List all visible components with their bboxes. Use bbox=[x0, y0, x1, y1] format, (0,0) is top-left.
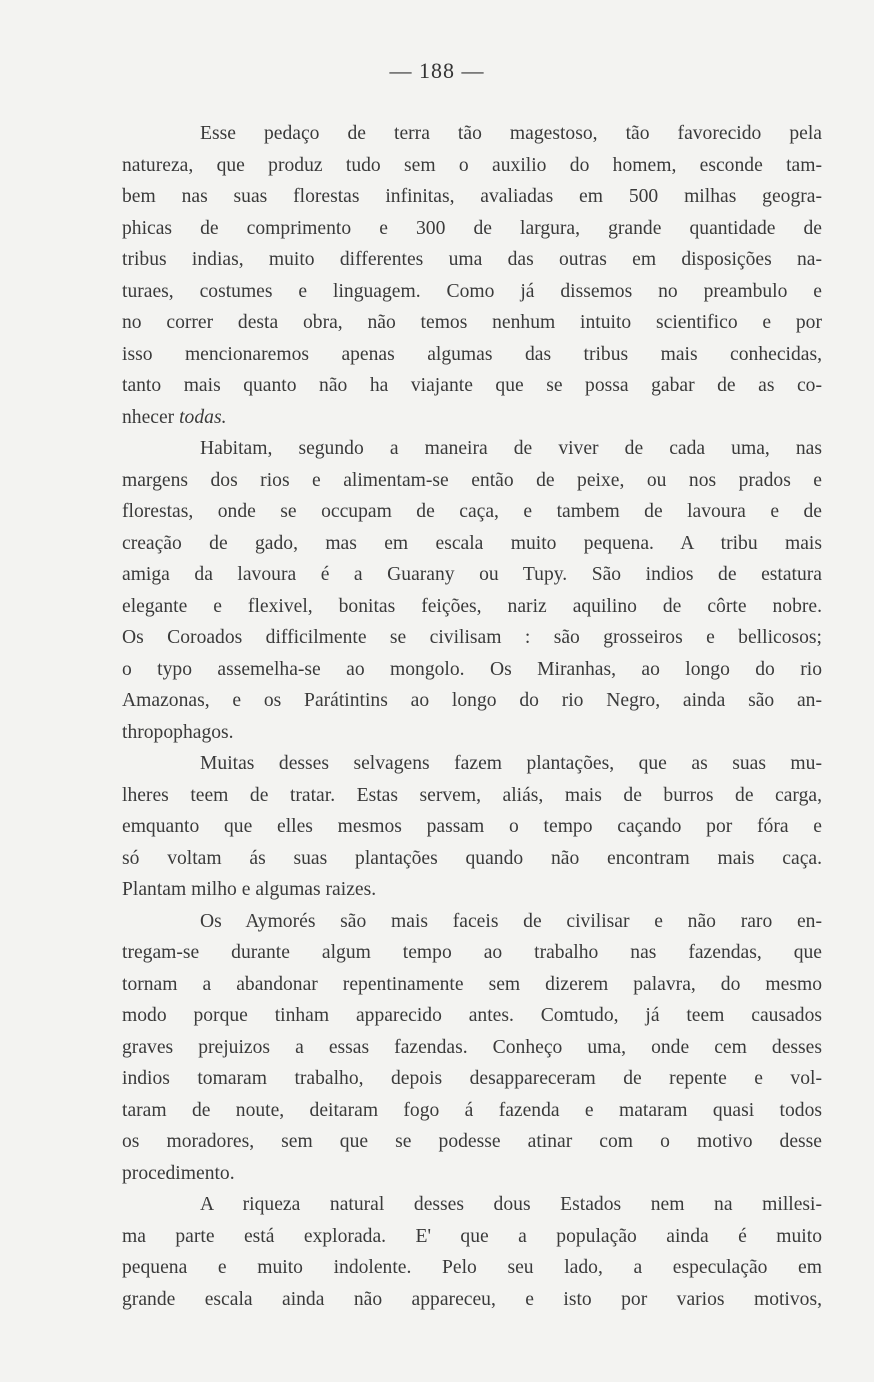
text-line: florestas, onde se occupam de caça, e tambem de lavoura e de bbox=[122, 501, 822, 522]
text-line: Os Aymorés são mais faceis de civilisar e não raro en- bbox=[200, 910, 822, 932]
text-line: só voltam ás suas plantações quando não encontram mais caça. bbox=[122, 847, 822, 869]
text-line: ma parte está explorada. E' que a população ainda é muito bbox=[122, 1225, 822, 1247]
text-line: nhecer todas. bbox=[122, 406, 227, 428]
text-line: Muitas desses selvagens fazem plantações, que as suas mu- bbox=[200, 753, 822, 774]
text-line: natureza, que produz tudo sem o auxilio do homem, esconde tam- bbox=[122, 154, 822, 176]
text-line: grande escala ainda não appareceu, e isto por varios motivos, bbox=[122, 1288, 822, 1310]
text-line: tornam a abandonar repentinamente sem dizerem palavra, do mesmo bbox=[122, 973, 822, 995]
text-line: pequena e muito indolente. Pelo seu lado, a especulação em bbox=[122, 1257, 822, 1278]
text-line: modo porque tinham apparecido antes. Comtudo, já teem causados bbox=[122, 1005, 822, 1026]
text-line: turaes, costumes e linguagem. Como já dissemos no preambulo e bbox=[122, 280, 822, 302]
text-line: Os Coroados difficilmente se civilisam : são grosseiros e bellicosos; bbox=[122, 627, 822, 648]
text-line: tregam-se durante algum tempo ao trabalho nas fazendas, que bbox=[122, 942, 822, 963]
text-line: o typo assemelha-se ao mongolo. Os Miranhas, ao longo do rio bbox=[122, 658, 822, 680]
text-line: taram de noute, deitaram fogo á fazenda e mataram quasi todos bbox=[122, 1099, 822, 1121]
text-line: tribus indias, muito differentes uma das outras em disposições na- bbox=[122, 249, 822, 270]
text-line: phicas de comprimento e 300 de largura, grande quantidade de bbox=[122, 217, 822, 239]
body-text bbox=[122, 118, 822, 1315]
text-line: elegante e flexivel, bonitas feições, nariz aquilino de côrte nobre. bbox=[122, 595, 822, 617]
text-line: isso mencionaremos apenas algumas das tribus mais conhecidas, bbox=[122, 343, 822, 365]
text-line: bem nas suas florestas infinitas, avaliadas em 500 milhas geogra- bbox=[122, 186, 822, 207]
text-line: emquanto que elles mesmos passam o tempo caçando por fóra e bbox=[122, 816, 822, 837]
text-line: Esse pedaço de terra tão magestoso, tão favorecido pela bbox=[200, 123, 822, 144]
text-line: no correr desta obra, não temos nenhum intuito scientifico e por bbox=[122, 312, 822, 333]
text-line: creação de gado, mas em escala muito pequena. A tribu mais bbox=[122, 532, 822, 554]
text-line: indios tomaram trabalho, depois desappareceram de repente e vol- bbox=[122, 1068, 822, 1089]
text-line: os moradores, sem que se podesse atinar com o motivo desse bbox=[122, 1131, 822, 1152]
text-line: margens dos rios e alimentam-se então de peixe, ou nos prados e bbox=[122, 469, 822, 491]
text-line: thropophagos. bbox=[122, 721, 234, 743]
text-line: lheres teem de tratar. Estas servem, aliás, mais de burros de carga, bbox=[122, 784, 822, 806]
text-line: tanto mais quanto não ha viajante que se possa gabar de as co- bbox=[122, 375, 822, 396]
text-line: Amazonas, e os Parátintins ao longo do rio Negro, ainda são an- bbox=[122, 690, 822, 711]
text-line: A riqueza natural desses dous Estados nem na millesi- bbox=[200, 1194, 822, 1215]
page-number: — 188 — bbox=[389, 58, 485, 83]
text-line: Habitam, segundo a maneira de viver de cada uma, nas bbox=[200, 438, 822, 459]
text-line: Plantam milho e algumas raizes. bbox=[122, 879, 377, 900]
text-line: procedimento. bbox=[122, 1162, 235, 1184]
text-line: amiga da lavoura é a Guarany ou Tupy. São indios de estatura bbox=[122, 564, 822, 585]
text-line: graves prejuizos a essas fazendas. Conheço uma, onde cem desses bbox=[122, 1036, 822, 1058]
